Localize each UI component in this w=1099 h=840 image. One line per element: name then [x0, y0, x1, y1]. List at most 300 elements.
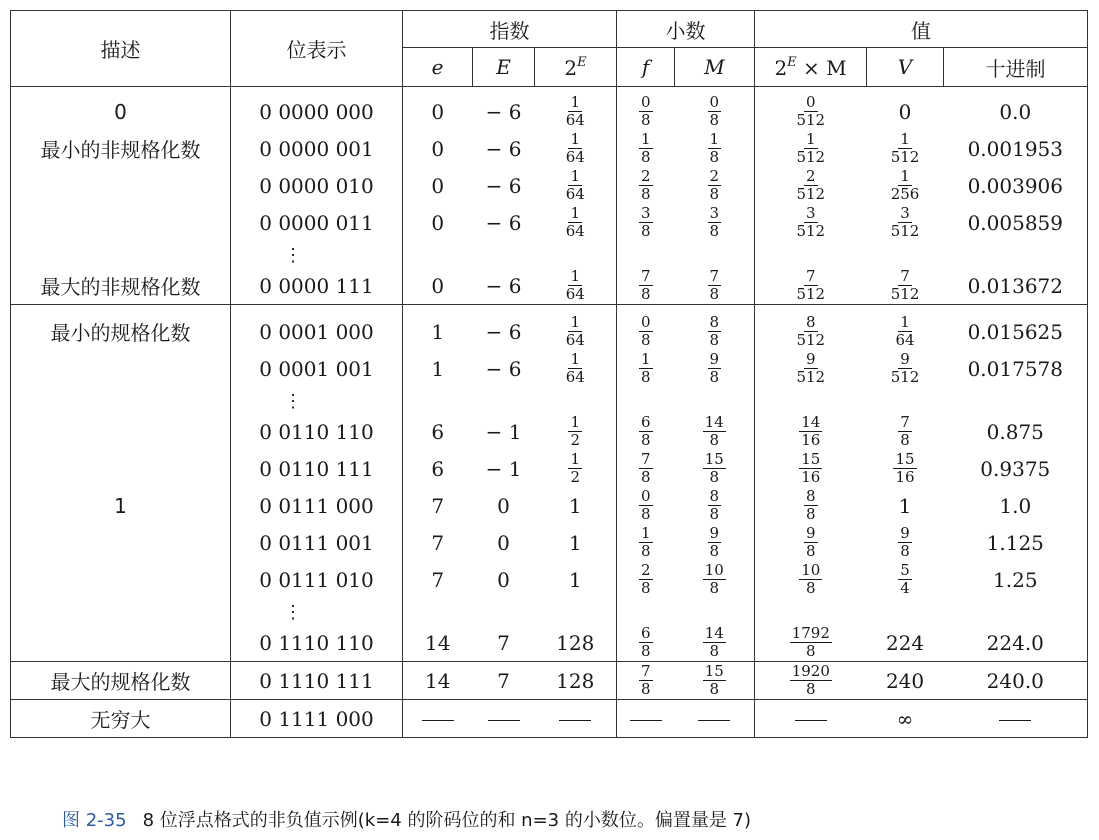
cell-V [867, 350, 944, 387]
em-dash [698, 720, 730, 721]
em-dash [488, 720, 520, 721]
fraction [708, 206, 722, 239]
cell-bits: 0 0000 010 [231, 167, 403, 204]
cell-f [617, 450, 675, 487]
ellipsis-cell [473, 598, 535, 624]
cell-pow2E-times-M [755, 624, 867, 662]
fraction [639, 95, 653, 128]
fraction [891, 269, 920, 302]
figure-caption-text: 8 位浮点格式的非负值示例(k=4 的阶码位的和 n=3 的小数位。偏置量是 7) [142, 810, 752, 831]
cell-V [867, 204, 944, 241]
cell-M [675, 167, 755, 204]
numerator: 15 [801, 450, 821, 468]
cell-M [675, 350, 755, 387]
cell-pow2E [535, 204, 617, 241]
ellipsis-cell [11, 387, 231, 413]
header-2E [535, 48, 617, 87]
numerator: 10 [704, 561, 724, 579]
cell-decimal: 1.0 [999, 493, 1032, 518]
numerator: 9 [806, 350, 816, 368]
fraction [796, 269, 825, 302]
cell-M [675, 413, 755, 450]
cell-pow2E-times-M [755, 524, 867, 561]
cell-e: 0 [403, 204, 473, 241]
cell-pow2E: 128 [535, 662, 617, 700]
cell-bits: 0 1110 110 [231, 624, 403, 662]
cell-desc: 无穷大 [11, 700, 231, 738]
cell-M [675, 700, 755, 738]
vertical-ellipsis: ⋮ [284, 391, 302, 412]
cell-pow2E-times-M [755, 167, 867, 204]
cell-decimal: 0.001953 [967, 136, 1063, 161]
cell-bits: 0 0110 111 [231, 450, 403, 487]
denominator: 8 [806, 542, 816, 560]
ellipsis-cell [755, 387, 867, 413]
numerator: 1 [806, 130, 816, 148]
cell-decimal: 1.25 [993, 567, 1038, 592]
numerator: 1 [570, 167, 581, 185]
em-dash [630, 720, 662, 721]
numerator: 2 [709, 167, 720, 185]
numerator: 7 [641, 450, 651, 468]
header-fraction-group: 小数 [617, 11, 755, 48]
numerator: 1 [900, 313, 910, 331]
table-row [11, 662, 1088, 700]
cell-decimal: 0.015625 [944, 305, 1088, 351]
cell-pow2E-times-M [755, 561, 867, 598]
em-dash [422, 720, 454, 721]
cell-desc: 1 [114, 493, 127, 518]
denominator: 64 [895, 331, 915, 349]
ellipsis-cell [675, 598, 755, 624]
denominator: 512 [796, 222, 826, 240]
vertical-ellipsis: ⋮ [284, 245, 302, 266]
cell-V [867, 167, 944, 204]
cell-pow2E [535, 130, 617, 167]
denominator: 4 [900, 579, 910, 597]
numerator: 10 [801, 561, 821, 579]
denominator: 8 [709, 431, 720, 449]
cell-desc: 最大的非规格化数 [40, 275, 201, 299]
fraction [639, 315, 653, 348]
cell-e: 7 [403, 487, 473, 524]
numerator: 9 [709, 350, 720, 368]
denominator: 512 [890, 368, 920, 386]
ellipsis-cell [755, 241, 867, 267]
numerator: 1 [570, 130, 581, 148]
cell-f [617, 413, 675, 450]
fraction [796, 206, 825, 239]
numerator: 2 [806, 167, 816, 185]
cell-pow2E-times-M [755, 204, 867, 241]
fraction [703, 452, 726, 485]
fraction [639, 452, 653, 485]
numerator: 1 [641, 130, 651, 148]
fraction [568, 452, 582, 485]
cell-M [675, 487, 755, 524]
fraction [639, 132, 653, 165]
fraction [891, 206, 920, 239]
numerator: 7 [806, 267, 816, 285]
cell-f [617, 305, 675, 351]
fraction [891, 352, 920, 385]
numerator: 6 [641, 624, 651, 642]
fraction [566, 132, 585, 165]
denominator: 512 [796, 285, 826, 303]
table-row [11, 267, 1088, 305]
numerator: 7 [900, 267, 910, 285]
cell-pow2E [535, 350, 617, 387]
cell-e [403, 700, 473, 738]
cell-f [617, 561, 675, 598]
cell-V [867, 450, 944, 487]
fraction [708, 352, 722, 385]
denominator: 8 [641, 642, 651, 660]
denominator: 64 [565, 331, 585, 349]
denominator: 8 [709, 368, 720, 386]
header-2E-base: 2 [564, 55, 578, 80]
cell-V: 0 [898, 99, 912, 124]
fraction [708, 526, 722, 559]
cell-E: − 6 [485, 99, 522, 124]
denominator: 8 [641, 222, 651, 240]
cell-V [867, 524, 944, 561]
cell-E: 0 [497, 567, 510, 592]
fraction [804, 489, 818, 522]
header-value-group: 值 [755, 11, 1088, 48]
cell-decimal: 0.013672 [967, 273, 1063, 298]
fraction [708, 269, 722, 302]
denominator: 8 [709, 468, 720, 486]
em-dash [795, 720, 827, 721]
cell-M [675, 130, 755, 167]
fraction [891, 169, 920, 202]
em-dash [559, 720, 591, 721]
fraction [708, 489, 722, 522]
numerator: 7 [641, 662, 651, 680]
fraction [799, 415, 822, 448]
cell-bits: 0 0000 000 [231, 87, 403, 131]
cell-desc [11, 450, 231, 487]
cell-f [617, 624, 675, 662]
numerator: 6 [641, 413, 651, 431]
cell-E: − 6 [485, 173, 522, 198]
cell-desc [11, 624, 231, 662]
fraction [566, 352, 585, 385]
numerator: 14 [704, 413, 724, 431]
ellipsis-cell [867, 387, 944, 413]
ellipsis-cell [231, 241, 403, 267]
cell-M [675, 624, 755, 662]
cell-f [617, 700, 675, 738]
fraction [639, 664, 653, 697]
cell-desc [11, 350, 231, 387]
numerator: 1 [570, 313, 581, 331]
numerator: 9 [900, 524, 910, 542]
ellipsis-cell [617, 241, 675, 267]
denominator: 8 [806, 505, 816, 523]
fraction [898, 415, 912, 448]
cell-e: 0 [403, 130, 473, 167]
ellipsis-cell [675, 241, 755, 267]
header-2E-sup: E [577, 54, 587, 70]
cell-V [867, 130, 944, 167]
cell-decimal: 0.875 [986, 419, 1044, 444]
fraction [566, 95, 585, 128]
fraction [796, 169, 825, 202]
fraction [708, 95, 722, 128]
cell-f [617, 350, 675, 387]
float-examples-table [10, 10, 1088, 738]
ellipsis-cell [535, 598, 617, 624]
fraction [566, 206, 585, 239]
cell-e: 1 [403, 305, 473, 351]
cell-E: − 1 [485, 456, 522, 481]
denominator: 8 [641, 579, 651, 597]
ellipsis-row [11, 598, 1088, 624]
table-row [11, 204, 1088, 241]
table-row [11, 450, 1088, 487]
denominator: 512 [890, 222, 920, 240]
cell-e: 6 [403, 413, 473, 450]
header-decimal: 十进制 [944, 48, 1088, 87]
fraction [799, 563, 822, 596]
cell-desc: 最小的规格化数 [11, 305, 231, 351]
numerator: 14 [801, 413, 821, 431]
denominator: 512 [796, 368, 826, 386]
denominator: 8 [641, 111, 651, 129]
cell-pow2E-times-M [755, 130, 867, 167]
numerator: 5 [900, 561, 910, 579]
numerator: 0 [709, 93, 720, 111]
ellipsis-cell [535, 241, 617, 267]
denominator: 64 [565, 111, 585, 129]
numerator: 9 [806, 524, 816, 542]
denominator: 8 [900, 542, 910, 560]
numerator: 3 [709, 204, 720, 222]
cell-f [617, 662, 675, 700]
figure-number: 图 2-35 [62, 810, 127, 831]
float-table-container [10, 10, 1087, 782]
figure-caption [62, 806, 751, 832]
cell-pow2E: 1 [568, 493, 582, 518]
cell-bits: 0 0000 001 [231, 130, 403, 167]
header-exponent-group: 指数 [403, 11, 617, 48]
cell-E: 7 [497, 630, 510, 655]
fraction [898, 563, 912, 596]
cell-pow2E [535, 305, 617, 351]
fraction [639, 626, 653, 659]
cell-M [675, 305, 755, 351]
numerator: 1792 [791, 624, 830, 642]
fraction [639, 415, 653, 448]
ellipsis-cell [675, 387, 755, 413]
ellipsis-cell [473, 387, 535, 413]
fraction [893, 452, 916, 485]
fraction [898, 526, 912, 559]
cell-pow2E [535, 413, 617, 450]
denominator: 8 [641, 431, 651, 449]
vertical-ellipsis: ⋮ [284, 602, 302, 623]
numerator: 1 [570, 350, 581, 368]
fraction [703, 664, 726, 697]
cell-decimal: 240.0 [944, 662, 1088, 700]
cell-decimal: 0.0 [999, 99, 1032, 124]
ellipsis-row [11, 387, 1088, 413]
cell-V: 240 [867, 662, 944, 700]
denominator: 8 [641, 148, 651, 166]
denominator: 64 [565, 285, 585, 303]
cell-e: 0 [403, 87, 473, 131]
header-2EM-post: × M [803, 55, 847, 80]
cell-decimal: 0.017578 [967, 356, 1063, 381]
cell-pow2E [535, 167, 617, 204]
numerator: 1 [641, 350, 651, 368]
cell-E: − 6 [473, 305, 535, 351]
cell-pow2E: 1 [568, 530, 582, 555]
numerator: 8 [709, 487, 720, 505]
ellipsis-cell [231, 387, 403, 413]
numerator: 7 [900, 413, 910, 431]
cell-M [675, 204, 755, 241]
numerator: 1 [570, 204, 581, 222]
denominator: 64 [565, 185, 585, 203]
denominator: 8 [709, 331, 720, 349]
fraction [799, 452, 822, 485]
header-bits: 位表示 [231, 11, 403, 87]
fraction [639, 489, 653, 522]
cell-e: 1 [403, 350, 473, 387]
numerator: 1 [570, 413, 581, 431]
denominator: 8 [641, 185, 651, 203]
cell-pow2E-times-M [755, 700, 867, 738]
cell-E: − 1 [485, 419, 522, 444]
fraction [796, 315, 825, 348]
numerator: 9 [709, 524, 720, 542]
cell-M [675, 561, 755, 598]
cell-e: 7 [403, 561, 473, 598]
fraction [639, 269, 653, 302]
numerator: 1 [900, 167, 910, 185]
cell-e: 7 [403, 524, 473, 561]
cell-pow2E-times-M [755, 662, 867, 700]
numerator: 1 [570, 267, 581, 285]
fraction [708, 132, 722, 165]
fraction [639, 206, 653, 239]
ellipsis-cell [755, 598, 867, 624]
denominator: 8 [641, 468, 651, 486]
denominator: 8 [709, 285, 720, 303]
numerator: 0 [641, 313, 651, 331]
denominator: 2 [570, 431, 581, 449]
cell-bits: 0 0000 011 [231, 204, 403, 241]
cell-pow2E-times-M [755, 267, 867, 305]
ellipsis-cell [231, 598, 403, 624]
fraction [566, 169, 585, 202]
fraction [639, 526, 653, 559]
numerator: 8 [806, 313, 816, 331]
denominator: 8 [709, 542, 720, 560]
fraction [790, 664, 832, 697]
cell-M [675, 267, 755, 305]
cell-decimal: 0.9375 [980, 456, 1051, 481]
em-dash [999, 720, 1031, 721]
cell-f [617, 167, 675, 204]
ellipsis-cell [617, 598, 675, 624]
cell-M [675, 524, 755, 561]
table-row [11, 524, 1088, 561]
fraction [796, 132, 825, 165]
cell-bits: 0 0110 110 [231, 413, 403, 450]
denominator: 16 [801, 431, 821, 449]
numerator: 1920 [791, 662, 830, 680]
denominator: 8 [641, 680, 651, 698]
cell-bits: 0 0001 000 [231, 305, 403, 351]
cell-decimal: 224.0 [986, 630, 1044, 655]
denominator: 8 [641, 368, 651, 386]
cell-e: 0 [403, 267, 473, 305]
cell-e: 0 [403, 167, 473, 204]
cell-desc: 最大的规格化数 [11, 662, 231, 700]
fraction [895, 315, 914, 348]
denominator: 8 [709, 185, 720, 203]
denominator: 512 [890, 148, 920, 166]
table-row [11, 561, 1088, 598]
table-row [11, 350, 1088, 387]
denominator: 16 [801, 468, 821, 486]
numerator: 1 [709, 130, 720, 148]
cell-E: 7 [473, 662, 535, 700]
table-row [11, 700, 1088, 738]
table-row [11, 413, 1088, 450]
denominator: 16 [895, 468, 915, 486]
cell-pow2E [535, 267, 617, 305]
numerator: 2 [641, 167, 651, 185]
cell-decimal: 1.125 [986, 530, 1044, 555]
denominator: 8 [709, 148, 720, 166]
denominator: 64 [565, 148, 585, 166]
cell-E: − 6 [485, 136, 522, 161]
cell-E: − 6 [485, 210, 522, 235]
cell-pow2E-times-M [755, 305, 867, 351]
numerator: 3 [900, 204, 910, 222]
fraction [639, 563, 653, 596]
cell-V [867, 561, 944, 598]
header-desc: 描述 [11, 11, 231, 87]
cell-pow2E-times-M [755, 413, 867, 450]
fraction [891, 132, 920, 165]
cell-desc [11, 204, 231, 241]
ellipsis-cell [617, 387, 675, 413]
numerator: 0 [641, 487, 651, 505]
ellipsis-cell [867, 241, 944, 267]
numerator: 14 [704, 624, 724, 642]
cell-bits: 0 1111 000 [231, 700, 403, 738]
numerator: 8 [709, 313, 720, 331]
table-body [11, 87, 1088, 738]
fraction [703, 415, 726, 448]
cell-e: 14 [403, 662, 473, 700]
denominator: 8 [709, 505, 720, 523]
denominator: 512 [796, 111, 826, 129]
fraction [639, 352, 653, 385]
header-V: V [867, 48, 944, 87]
numerator: 15 [704, 450, 724, 468]
denominator: 8 [806, 642, 816, 660]
denominator: 512 [796, 185, 826, 203]
numerator: 1 [570, 450, 581, 468]
cell-pow2E: 128 [556, 630, 595, 655]
